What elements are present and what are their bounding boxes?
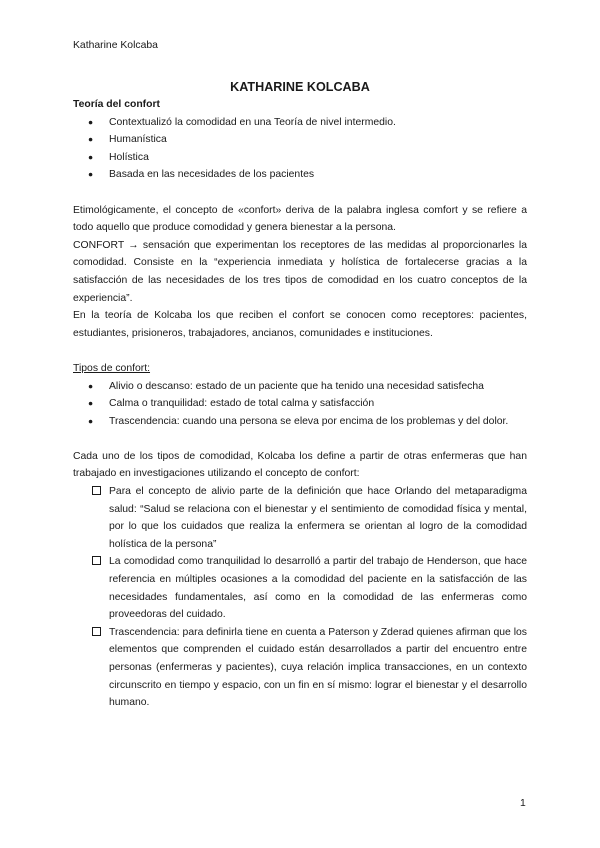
paragraph-confort-definition: CONFORT → sensación que experimentan los receptores de las medidas al proporcionarles la comodidad. Consiste en la “experiencia inmediata y holística de fortalecerse gracias a la satisfacción de las necesidades de los tres tipos de comodidad en los cuatro conceptos de la experiencia”. [73, 239, 527, 304]
theory-heading: Teoría del confort [73, 99, 160, 110]
types-bullet-list [73, 378, 527, 431]
list-item: ● Holística [73, 149, 527, 167]
checkbox-item-text: Trascendencia: para definirla tiene en cuenta a Paterson y Zderad quienes afirman que los elementos que comprenden el cuidado están desarrollados a partir del encuentro entre personas (enfermeras y pacientes), cuya relación implica transacciones, en un contexto circunscrito en tiempo y espacio, con un fin en sí mismo: lograr el bienestar y el desarrollo humano. [109, 626, 527, 709]
definitions-checkbox-list [73, 483, 527, 712]
list-item: ● Humanística [73, 131, 527, 149]
theory-bullet-list [73, 114, 527, 184]
list-item: ● Alivio o descanso: estado de un paciente que ha tenido una necesidad satisfecha [73, 378, 527, 396]
page-header-author: Katharine Kolcaba [73, 40, 158, 51]
checkbox-icon [92, 486, 101, 495]
paragraph-etymology: Etimológicamente, el concepto de «confort» deriva de la palabra inglesa comfort y se refiere a todo aquello que produce comodidad y genera bienestar a la persona. [73, 204, 527, 234]
types-heading: Tipos de confort: [73, 362, 151, 374]
paragraph-definitions-intro: Cada uno de los tipos de comodidad, Kolcaba los define a partir de otras enfermeras que han trabajado en investigaciones utilizando el concepto de confort: [73, 450, 527, 480]
page-number: 1 [520, 798, 526, 809]
checkbox-list-item [73, 553, 527, 623]
list-item: ● Trascendencia: cuando una persona se eleva por encima de los problemas y del dolor. [73, 413, 527, 431]
document-title: KATHARINE KOLCABA [230, 80, 370, 94]
list-item: ● Contextualizó la comodidad en una Teoría de nivel intermedio. [73, 114, 527, 132]
document-body [73, 78, 527, 712]
list-item: ● Basada en las necesidades de los pacientes [73, 166, 527, 184]
checkbox-list-item [73, 624, 527, 712]
paragraph-receptors: En la teoría de Kolcaba los que reciben el confort se conocen como receptores: pacientes, estudiantes, prisioneros, trabajadores, ancianos, comunidades e instituciones. [73, 310, 527, 339]
checkbox-icon [92, 627, 101, 636]
list-item: ● Calma o tranquilidad: estado de total calma y satisfacción [73, 395, 527, 413]
checkbox-icon [92, 556, 101, 565]
checkbox-item-text: Para el concepto de alivio parte de la definición que hace Orlando del metaparadigma salud: “Salud se relaciona con el bienestar y el sentimiento de comodidad física y mental, por lo que los cuidados que realiza la enfermera se orientan al logro de la comodidad holística de la persona” [109, 486, 527, 550]
checkbox-item-text: La comodidad como tranquilidad lo desarrolló a partir del trabajo de Henderson, que hace referencia en múltiples ocasiones a la comodidad del paciente en la satisfacción de las necesidades fundamentales, así como en la comodidad de las enfermeras como proveedoras del cuidado. [109, 556, 527, 621]
checkbox-list-item [73, 483, 527, 553]
